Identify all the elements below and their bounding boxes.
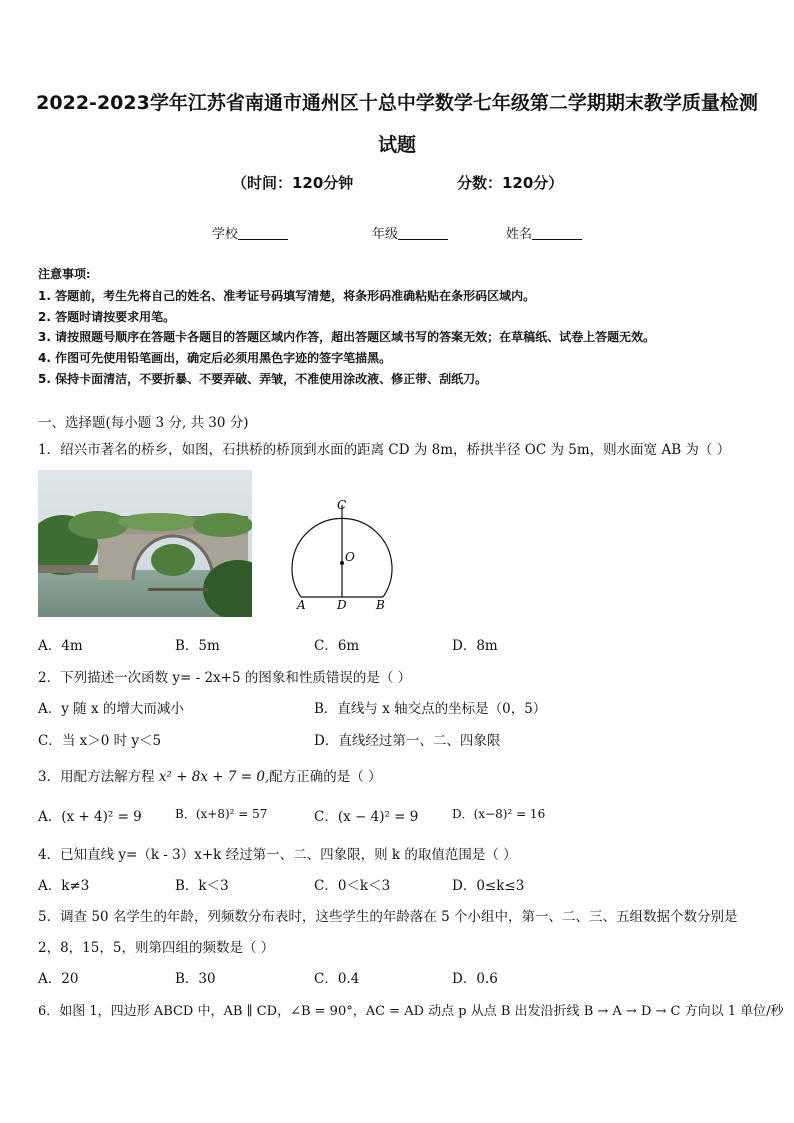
option-c[interactable]: C．当 x＞0 时 y＜5 <box>38 733 162 749</box>
option-a[interactable]: A．k≠3 <box>38 878 90 894</box>
option-a[interactable]: A．y 随 x 的增大而减小 <box>38 701 184 717</box>
option-d[interactable]: D．0.6 <box>452 971 498 987</box>
question-6-stem: 6．如图 1，四边形 ABCD 中，AB ∥ CD，∠B = 90°，AC = AD 动点 p 从点 B 出发沿折线 B → A → D → C 方向以 1 单位/秒 <box>38 1004 784 1019</box>
label-o: O <box>345 550 355 564</box>
note-item: 3. 请按照题号顺序在答题卡各题目的答题区域内作答，超出答题区域书写的答案无效；在草稿纸、试卷上答题无效。 <box>38 330 656 344</box>
page-title-line2: 试题 <box>377 134 416 156</box>
grade-label: 年级 <box>372 227 399 242</box>
option-b[interactable]: B．k＜3 <box>175 878 229 894</box>
option-c[interactable]: C．0＜k＜3 <box>314 878 391 894</box>
name-label: 姓名 <box>506 227 533 242</box>
school-field[interactable] <box>212 223 288 242</box>
note-item: 4. 作图可先使用铅笔画出，确定后必须用黑色字迹的签字笔描黑。 <box>38 351 392 365</box>
option-d[interactable]: D．(x−8)² = 16 <box>452 807 546 821</box>
school-label: 学校 <box>212 227 239 242</box>
option-a[interactable]: A．20 <box>38 971 79 987</box>
note-item: 5. 保持卡面清洁，不要折暴、不要弄破、弄皱，不准使用涂改液、修正带、刮纸刀。 <box>38 372 488 386</box>
label-d: D <box>337 598 347 612</box>
circle-diagram <box>285 495 395 613</box>
school-blank <box>238 225 288 240</box>
label-a: A <box>297 598 306 612</box>
notes-heading: 注意事项: <box>38 267 91 281</box>
option-b[interactable]: B．5m <box>175 638 220 654</box>
question-3-stem-pre: 3．用配方法解方程 <box>38 769 159 785</box>
option-b[interactable]: B．(x+8)² = 57 <box>175 807 268 821</box>
question-3-equation: x² + 8x + 7 = 0, <box>158 769 270 785</box>
option-d[interactable]: D．直线经过第一、二、四象限 <box>314 733 501 749</box>
option-a[interactable]: A．(x + 4)² = 9 <box>38 809 142 825</box>
question-4-stem: 4．已知直线 y=（k - 3）x+k 经过第一、二、四象限，则 k 的取值范围是（ ） <box>38 847 517 863</box>
option-c[interactable]: C．(x − 4)² = 9 <box>314 809 419 825</box>
grade-field[interactable] <box>372 223 448 242</box>
question-3-stem-post: 配方正确的是（ ） <box>269 769 382 785</box>
question-5-stem-line2: 2，8，15，5，则第四组的频数是（ ） <box>38 940 275 956</box>
stone-bridge-photo <box>38 470 252 617</box>
option-d[interactable]: D．0≤k≤3 <box>452 878 525 894</box>
question-2-stem: 2．下列描述一次函数 y= - 2x+5 的图象和性质错误的是（ ） <box>38 670 412 686</box>
name-field[interactable] <box>506 223 582 242</box>
option-a[interactable]: A．4m <box>38 638 83 654</box>
option-c[interactable]: C．0.4 <box>314 971 360 987</box>
question-3-stem <box>38 765 382 785</box>
question-5-stem-line1: 5．调查 50 名学生的年龄，列频数分布表时，这些学生的年龄落在 5 个小组中，第一、二、三、五组数据个数分别是 <box>38 909 738 925</box>
section-heading: 一、选择题(每小题 3 分, 共 30 分) <box>38 415 249 431</box>
note-item: 1. 答题前，考生先将自己的姓名、准考证号码填写清楚，将条形码准确粘贴在条形码区域内。 <box>38 289 536 303</box>
label-b: B <box>376 598 385 612</box>
label-c: C <box>337 498 347 512</box>
page-title: 2022-2023学年江苏省南通市通州区十总中学数学七年级第二学期期末教学质量检测 <box>36 92 758 114</box>
time-label: （时间：120分钟 <box>232 174 354 192</box>
note-item: 2. 答题时请按要求用笔。 <box>38 310 176 324</box>
score-label: 分数：120分） <box>457 174 564 192</box>
name-blank <box>532 225 582 240</box>
question-1-stem: 1．绍兴市著名的桥乡，如图，石拱桥的桥顶到水面的距离 CD 为 8m，桥拱半径 OC 为 5m，则水面宽 AB 为（ ） <box>38 442 731 458</box>
option-d[interactable]: D．8m <box>452 638 498 654</box>
option-b[interactable]: B．30 <box>175 971 216 987</box>
grade-blank <box>398 225 448 240</box>
option-c[interactable]: C．6m <box>314 638 360 654</box>
option-b[interactable]: B．直线与 x 轴交点的坐标是（0，5） <box>314 701 547 717</box>
